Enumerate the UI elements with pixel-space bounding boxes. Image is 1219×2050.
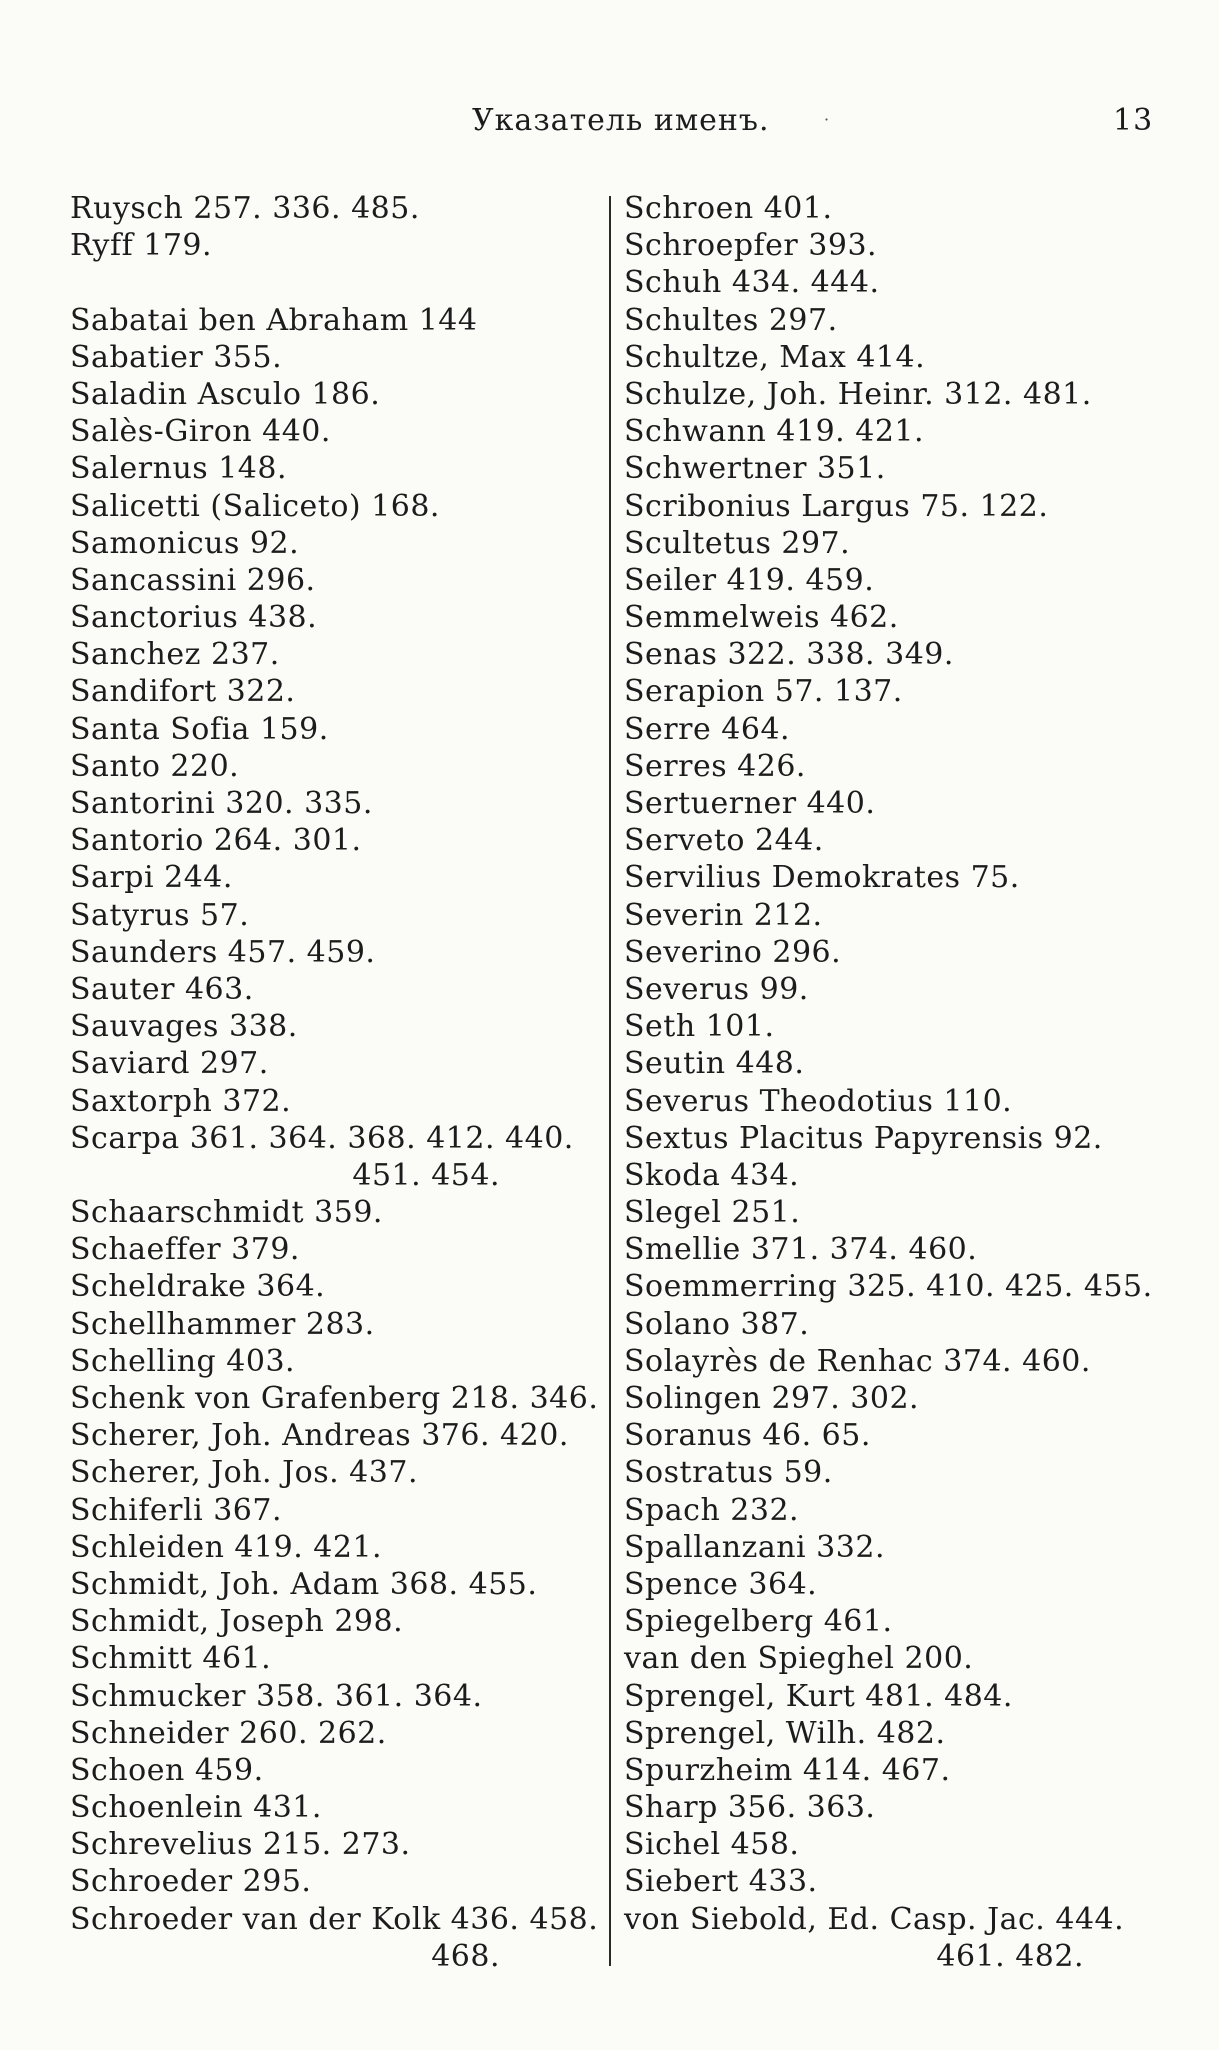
index-entry: Schmidt, Joseph 298.	[70, 1604, 404, 1640]
index-entry: Sertuerner 440.	[624, 786, 876, 821]
index-entry: Severino 296.	[624, 934, 842, 970]
index-entry: Samonicus 92.	[70, 525, 300, 561]
header-dot: ·	[824, 110, 830, 129]
index-entry: Seutin 448.	[624, 1046, 805, 1082]
page-header-title: Указатель именъ.	[472, 103, 770, 138]
index-entry: Sabatai ben Abraham 144	[70, 302, 478, 338]
index-entry: Schrevelius 215. 273.	[70, 1827, 411, 1863]
index-entry: Seiler 419. 459.	[624, 562, 875, 598]
index-entry: Seth 101.	[624, 1009, 775, 1045]
index-entry: Schneider 260. 262.	[70, 1715, 387, 1751]
index-entry: von Siebold, Ed. Casp. Jac. 444.	[624, 1901, 1125, 1937]
index-entry: Saunders 457. 459.	[70, 934, 376, 970]
index-entry: Sichel 458.	[624, 1827, 800, 1863]
index-entry: Scarpa 361. 364. 368. 412. 440.	[70, 1120, 574, 1156]
index-entry-continuation: 461. 482.	[936, 1938, 1084, 1974]
index-entry: Senas 322. 338. 349.	[624, 637, 954, 673]
index-entry: Siebert 433.	[624, 1864, 818, 1900]
column-divider	[609, 196, 611, 1966]
index-entry: Saladin Asculo 186.	[70, 376, 381, 412]
index-entry: Servilius Demokrates 75.	[624, 860, 1020, 896]
index-entry: Saxtorph 372.	[70, 1083, 292, 1119]
index-entry: Ruysch 257. 336. 485.	[70, 191, 420, 226]
index-entry: Solayrès de Renhac 374. 460.	[624, 1343, 1091, 1379]
index-entry: Serre 464.	[624, 711, 791, 747]
index-entry: Sancassini 296.	[70, 562, 316, 598]
index-entry: Santorio 264. 301.	[70, 823, 362, 859]
index-entry-continuation: 468.	[431, 1938, 500, 1974]
page-number: 13	[1113, 103, 1154, 138]
index-entry: Schulze, Joh. Heinr. 312. 481.	[624, 376, 1092, 412]
index-entry: Solingen 297. 302.	[624, 1381, 920, 1416]
index-entry: Salès-Giron 440.	[70, 414, 331, 450]
section-spacer	[70, 264, 600, 301]
index-entry: Severin 212.	[624, 897, 823, 933]
index-entry: Santorini 320. 335.	[70, 786, 373, 821]
index-entry: Santa Sofia 159.	[70, 711, 329, 747]
index-entry: Sextus Placitus Papyrensis 92.	[624, 1120, 1103, 1156]
index-entry: Spurzheim 414. 467.	[624, 1752, 951, 1788]
index-entry: Sandifort 322.	[70, 674, 296, 710]
index-entry: Schoen 459.	[70, 1752, 264, 1788]
index-entry: Scherer, Joh. Andreas 376. 420.	[70, 1418, 569, 1454]
index-entry: Serveto 244.	[624, 823, 824, 859]
index-entry: Scherer, Joh. Jos. 437.	[70, 1455, 418, 1491]
index-entry: Schroeder van der Kolk 436. 458.	[70, 1901, 599, 1937]
index-entry: Serres 426.	[624, 748, 806, 784]
index-entry: Sanctorius 438.	[70, 600, 318, 636]
index-entry: Schmucker 358. 361. 364.	[70, 1678, 483, 1714]
index-entry: Sabatier 355.	[70, 339, 283, 375]
index-entry: Severus Theodotius 110.	[624, 1083, 1013, 1119]
right-index-column	[624, 190, 1194, 1975]
index-entry-continuation: 451. 454.	[352, 1157, 500, 1193]
index-entry: Sauter 463.	[70, 971, 254, 1007]
index-entry: Scheldrake 364.	[70, 1269, 326, 1305]
index-entry: Salernus 148.	[70, 451, 287, 487]
index-entry: Sostratus 59.	[624, 1455, 833, 1491]
index-entry: Saviard 297.	[70, 1046, 269, 1082]
index-entry: Schroen 401.	[624, 191, 833, 226]
index-entry: Schaeffer 379.	[70, 1232, 300, 1268]
index-entry: Sprengel, Wilh. 482.	[624, 1715, 946, 1751]
index-entry: Scribonius Largus 75. 122.	[624, 488, 1049, 524]
index-entry: Schwann 419. 421.	[624, 414, 925, 450]
index-entry: van den Spieghel 200.	[624, 1641, 974, 1677]
index-entry: Schelling 403.	[70, 1343, 296, 1379]
index-entry: Spach 232.	[624, 1492, 800, 1528]
index-entry: Scultetus 297.	[624, 525, 851, 561]
index-entry: Satyrus 57.	[70, 897, 250, 933]
index-entry: Slegel 251.	[624, 1195, 801, 1231]
index-entry: Schleiden 419. 421.	[70, 1529, 383, 1565]
index-entry: Sauvages 338.	[70, 1009, 298, 1045]
index-entry: Santo 220.	[70, 748, 240, 784]
index-entry: Schenk von Grafenberg 218. 346.	[70, 1381, 599, 1416]
index-entry: Smellie 371. 374. 460.	[624, 1232, 978, 1268]
index-entry: Sarpi 244.	[70, 860, 233, 896]
index-entry: Sprengel, Kurt 481. 484.	[624, 1678, 1013, 1714]
index-entry: Solano 387.	[624, 1306, 810, 1342]
index-entry: Spallanzani 332.	[624, 1529, 885, 1565]
index-entry: Schultes 297.	[624, 302, 838, 338]
index-entry: Sharp 356. 363.	[624, 1790, 876, 1826]
index-entry: Schmidt, Joh. Adam 368. 455.	[70, 1566, 538, 1602]
index-entry: Schuh 434. 444.	[624, 265, 880, 301]
index-entry: Soemmerring 325. 410. 425. 455.	[624, 1269, 1153, 1305]
index-entry: Schroeder 295.	[70, 1864, 312, 1900]
index-entry: Schellhammer 283.	[70, 1306, 375, 1342]
index-entry: Spence 364.	[624, 1566, 818, 1602]
index-entry: Skoda 434.	[624, 1157, 800, 1193]
index-entry: Spiegelberg 461.	[624, 1604, 893, 1640]
index-entry: Schmitt 461.	[70, 1641, 272, 1677]
index-entry: Semmelweis 462.	[624, 600, 899, 636]
index-entry: Schroepfer 393.	[624, 228, 878, 264]
left-index-column	[70, 190, 600, 1975]
index-entry: Ryff 179.	[70, 228, 213, 264]
index-entry: Sanchez 237.	[70, 637, 280, 673]
index-entry: Schultze, Max 414.	[624, 339, 926, 375]
index-entry: Severus 99.	[624, 971, 809, 1007]
index-entry: Schwertner 351.	[624, 451, 886, 487]
index-entry: Soranus 46. 65.	[624, 1418, 871, 1454]
index-entry: Serapion 57. 137.	[624, 674, 903, 710]
index-entry: Schaarschmidt 359.	[70, 1195, 383, 1231]
index-entry: Schiferli 367.	[70, 1492, 282, 1528]
index-entry: Schoenlein 431.	[70, 1790, 322, 1826]
index-entry: Salicetti (Saliceto) 168.	[70, 488, 440, 524]
